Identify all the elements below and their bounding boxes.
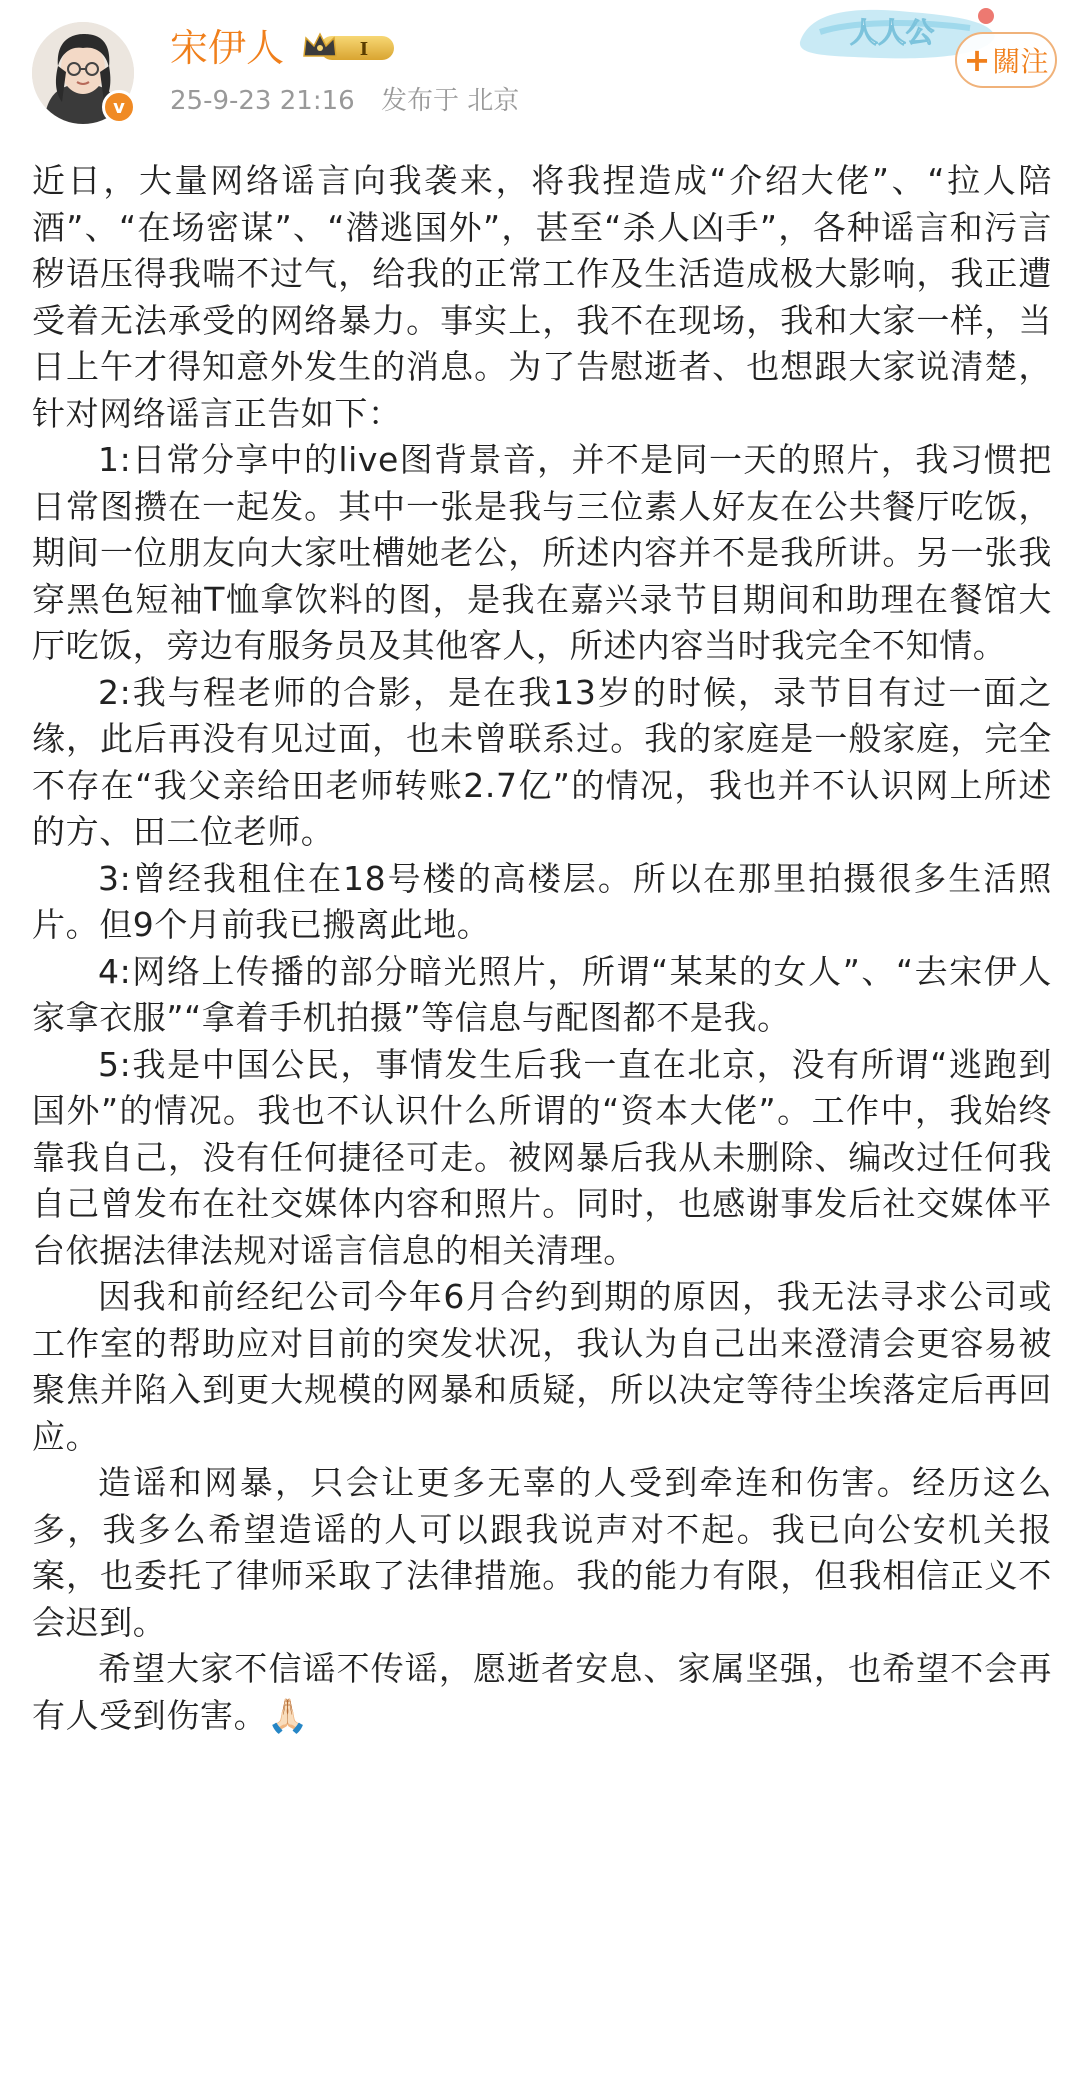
paragraph-point-4: 4:网络上传播的部分暗光照片，所谓“某某的女人”、“去宋伊人家拿衣服”“拿着手机拍摄”等信息与配图都不是我。: [32, 951, 1052, 1037]
paragraph-point-2: 2:我与程老师的合影，是在我13岁的时候，录节目有过一面之缘，此后再没有见过面，也未曾联系过。我的家庭是一般家庭，完全不存在“我父亲给田老师转账2.7亿”的情况，我也并不认识网上所述的方、田二位老师。: [32, 672, 1052, 851]
paragraph-intro: 近日，大量网络谣言向我袭来，将我捏造成“介绍大佬”、“拉人陪酒”、“在场密谋”、“潜逃国外”，甚至“杀人凶手”，各种谣言和污言秽语压得我喘不过气，给我的正常工作及生活造成极大影响，我正遭受着无法承受的网络暴力。事实上，我不在现场，我和大家一样，当日上午才得知意外发生的消息。为了告慰逝者、也想跟大家说清楚，针对网络谣言正告如下：: [32, 161, 1052, 433]
post-content: [32, 158, 1052, 1739]
verified-icon: v: [102, 90, 136, 124]
paragraph-contract: 因我和前经纪公司今年6月合约到期的原因，我无法寻求公司或工作室的帮助应对目前的突发状况，我认为自己出来澄清会更容易被聚焦并陷入到更大规模的网暴和质疑，所以决定等待尘埃落定后再回应。: [32, 1277, 1052, 1456]
post-header: [0, 0, 1075, 150]
vip-crown-badge-icon[interactable]: [300, 30, 396, 66]
paragraph-closing: 希望大家不信谣不传谣，愿逝者安息、家属坚强，也希望不会再有人受到伤害。🙏🏻: [32, 1649, 1052, 1735]
watermark-text: 人人公: [850, 16, 935, 49]
paragraph-point-3: 3:曾经我租住在18号楼的高楼层。所以在那里拍摄很多生活照片。但9个月前我已搬离此地。: [32, 858, 1052, 944]
post-time: 25-9-23 21:16: [170, 86, 355, 116]
username[interactable]: 宋伊人: [170, 26, 285, 70]
vip-level: I: [359, 39, 369, 60]
follow-label: 關注: [992, 45, 1049, 78]
paragraph-legal: 造谣和网暴，只会让更多无辜的人受到牵连和伤害。经历这么多，我多么希望造谣的人可以跟我说声对不起。我已向公安机关报案，也委托了律师采取了法律措施。我的能力有限，但我相信正义不会迟到。: [32, 1463, 1052, 1642]
follow-button[interactable]: [955, 32, 1057, 88]
plus-icon: +: [963, 41, 991, 79]
post-meta: [170, 84, 537, 118]
post-location: 发布于 北京: [380, 86, 520, 116]
paragraph-point-1: 1:日常分享中的live图背景音，并不是同一天的照片，我习惯把日常图攒在一起发。其中一张是我与三位素人好友在公共餐厅吃饭，期间一位朋友向大家吐槽她老公，所述内容并不是我所讲。另一张我穿黑色短袖T恤拿饮料的图，是我在嘉兴录节目期间和助理在餐馆大厅吃饭，旁边有服务员及其他客人，所述内容当时我完全不知情。: [32, 440, 1052, 665]
paragraph-point-5: 5:我是中国公民，事情发生后我一直在北京，没有所谓“逃跑到国外”的情况。我也不认识什么所谓的“资本大佬”。工作中，我始终靠我自己，没有任何捷径可走。被网暴后我从未删除、编改过任何我自己曾发布在社交媒体内容和照片。同时，也感谢事发后社交媒体平台依据法律法规对谣言信息的相关清理。: [32, 1044, 1052, 1270]
